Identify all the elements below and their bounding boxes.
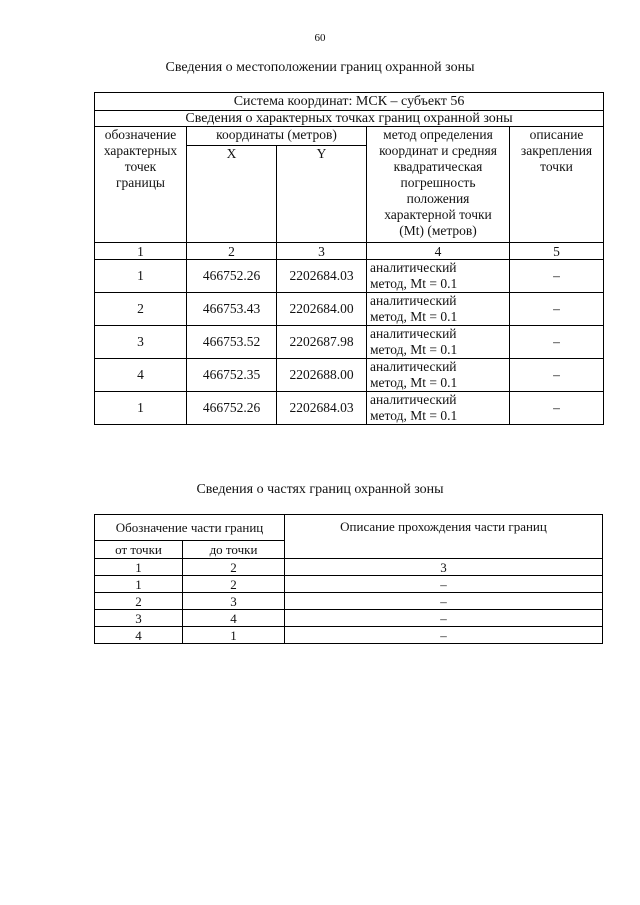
boundary-location-title: Сведения о местоположении границ охранной зоны [165,60,475,75]
y-coordinate: 2202684.03 [277,392,367,425]
header-part-description: Описание прохождения части границ [285,515,603,559]
table-row [95,293,604,326]
table-row [95,392,604,425]
header-part-designation: Обозначение части границ [95,515,285,541]
from-point: 4 [95,627,183,644]
column-number: 3 [285,559,603,576]
x-coordinate: 466753.52 [187,326,277,359]
header-y: Y [277,146,367,243]
part-description: – [285,576,603,593]
to-point: 3 [183,593,285,610]
to-point: 1 [183,627,285,644]
header-coordinates: координаты (метров) [187,127,367,146]
boundary-points-table [94,92,604,425]
column-number: 1 [95,243,187,260]
header-from-point: от точки [95,541,183,559]
method-cell: аналитический метод, Mt = 0.1 [367,359,510,392]
column-number: 1 [95,559,183,576]
part-description: – [285,610,603,627]
coordinate-system-cell: Система координат: МСК – субъект 56 [95,93,604,111]
table-row [95,627,603,644]
table-row [95,359,604,392]
part-description: – [285,593,603,610]
method-cell: аналитический метод, Mt = 0.1 [367,392,510,425]
point-number: 4 [95,359,187,392]
point-number: 3 [95,326,187,359]
to-point: 2 [183,576,285,593]
from-point: 2 [95,593,183,610]
from-point: 3 [95,610,183,627]
header-designation: обозначение характерных точек границы [95,127,187,243]
x-coordinate: 466753.43 [187,293,277,326]
method-cell: аналитический метод, Mt = 0.1 [367,326,510,359]
points-caption-cell: Сведения о характерных точках границ охранной зоны [95,111,604,127]
column-number: 3 [277,243,367,260]
y-coordinate: 2202688.00 [277,359,367,392]
column-number: 2 [183,559,285,576]
from-point: 1 [95,576,183,593]
table-row [95,260,604,293]
column-number: 5 [510,243,604,260]
header-method: метод определения координат и средняя квадратическая погрешность положения характерной точки (Mt) (метров) [367,127,510,243]
point-number: 1 [95,260,187,293]
method-cell: аналитический метод, Mt = 0.1 [367,260,510,293]
x-coordinate: 466752.26 [187,260,277,293]
page-number: 60 [314,32,326,44]
point-description: – [510,260,604,293]
table-row [95,326,604,359]
y-coordinate: 2202687.98 [277,326,367,359]
point-number: 2 [95,293,187,326]
table-row [95,610,603,627]
boundary-parts-table [94,514,603,644]
table-row [95,593,603,610]
x-coordinate: 466752.35 [187,359,277,392]
point-description: – [510,293,604,326]
point-number: 1 [95,392,187,425]
point-description: – [510,326,604,359]
y-coordinate: 2202684.03 [277,260,367,293]
x-coordinate: 466752.26 [187,392,277,425]
table-row [95,576,603,593]
boundary-parts-title: Сведения о частях границ охранной зоны [196,482,444,497]
header-to-point: до точки [183,541,285,559]
part-description: – [285,627,603,644]
header-description: описание закрепления точки [510,127,604,243]
point-description: – [510,392,604,425]
method-cell: аналитический метод, Mt = 0.1 [367,293,510,326]
column-number: 4 [367,243,510,260]
point-description: – [510,359,604,392]
y-coordinate: 2202684.00 [277,293,367,326]
column-number: 2 [187,243,277,260]
to-point: 4 [183,610,285,627]
header-x: X [187,146,277,243]
